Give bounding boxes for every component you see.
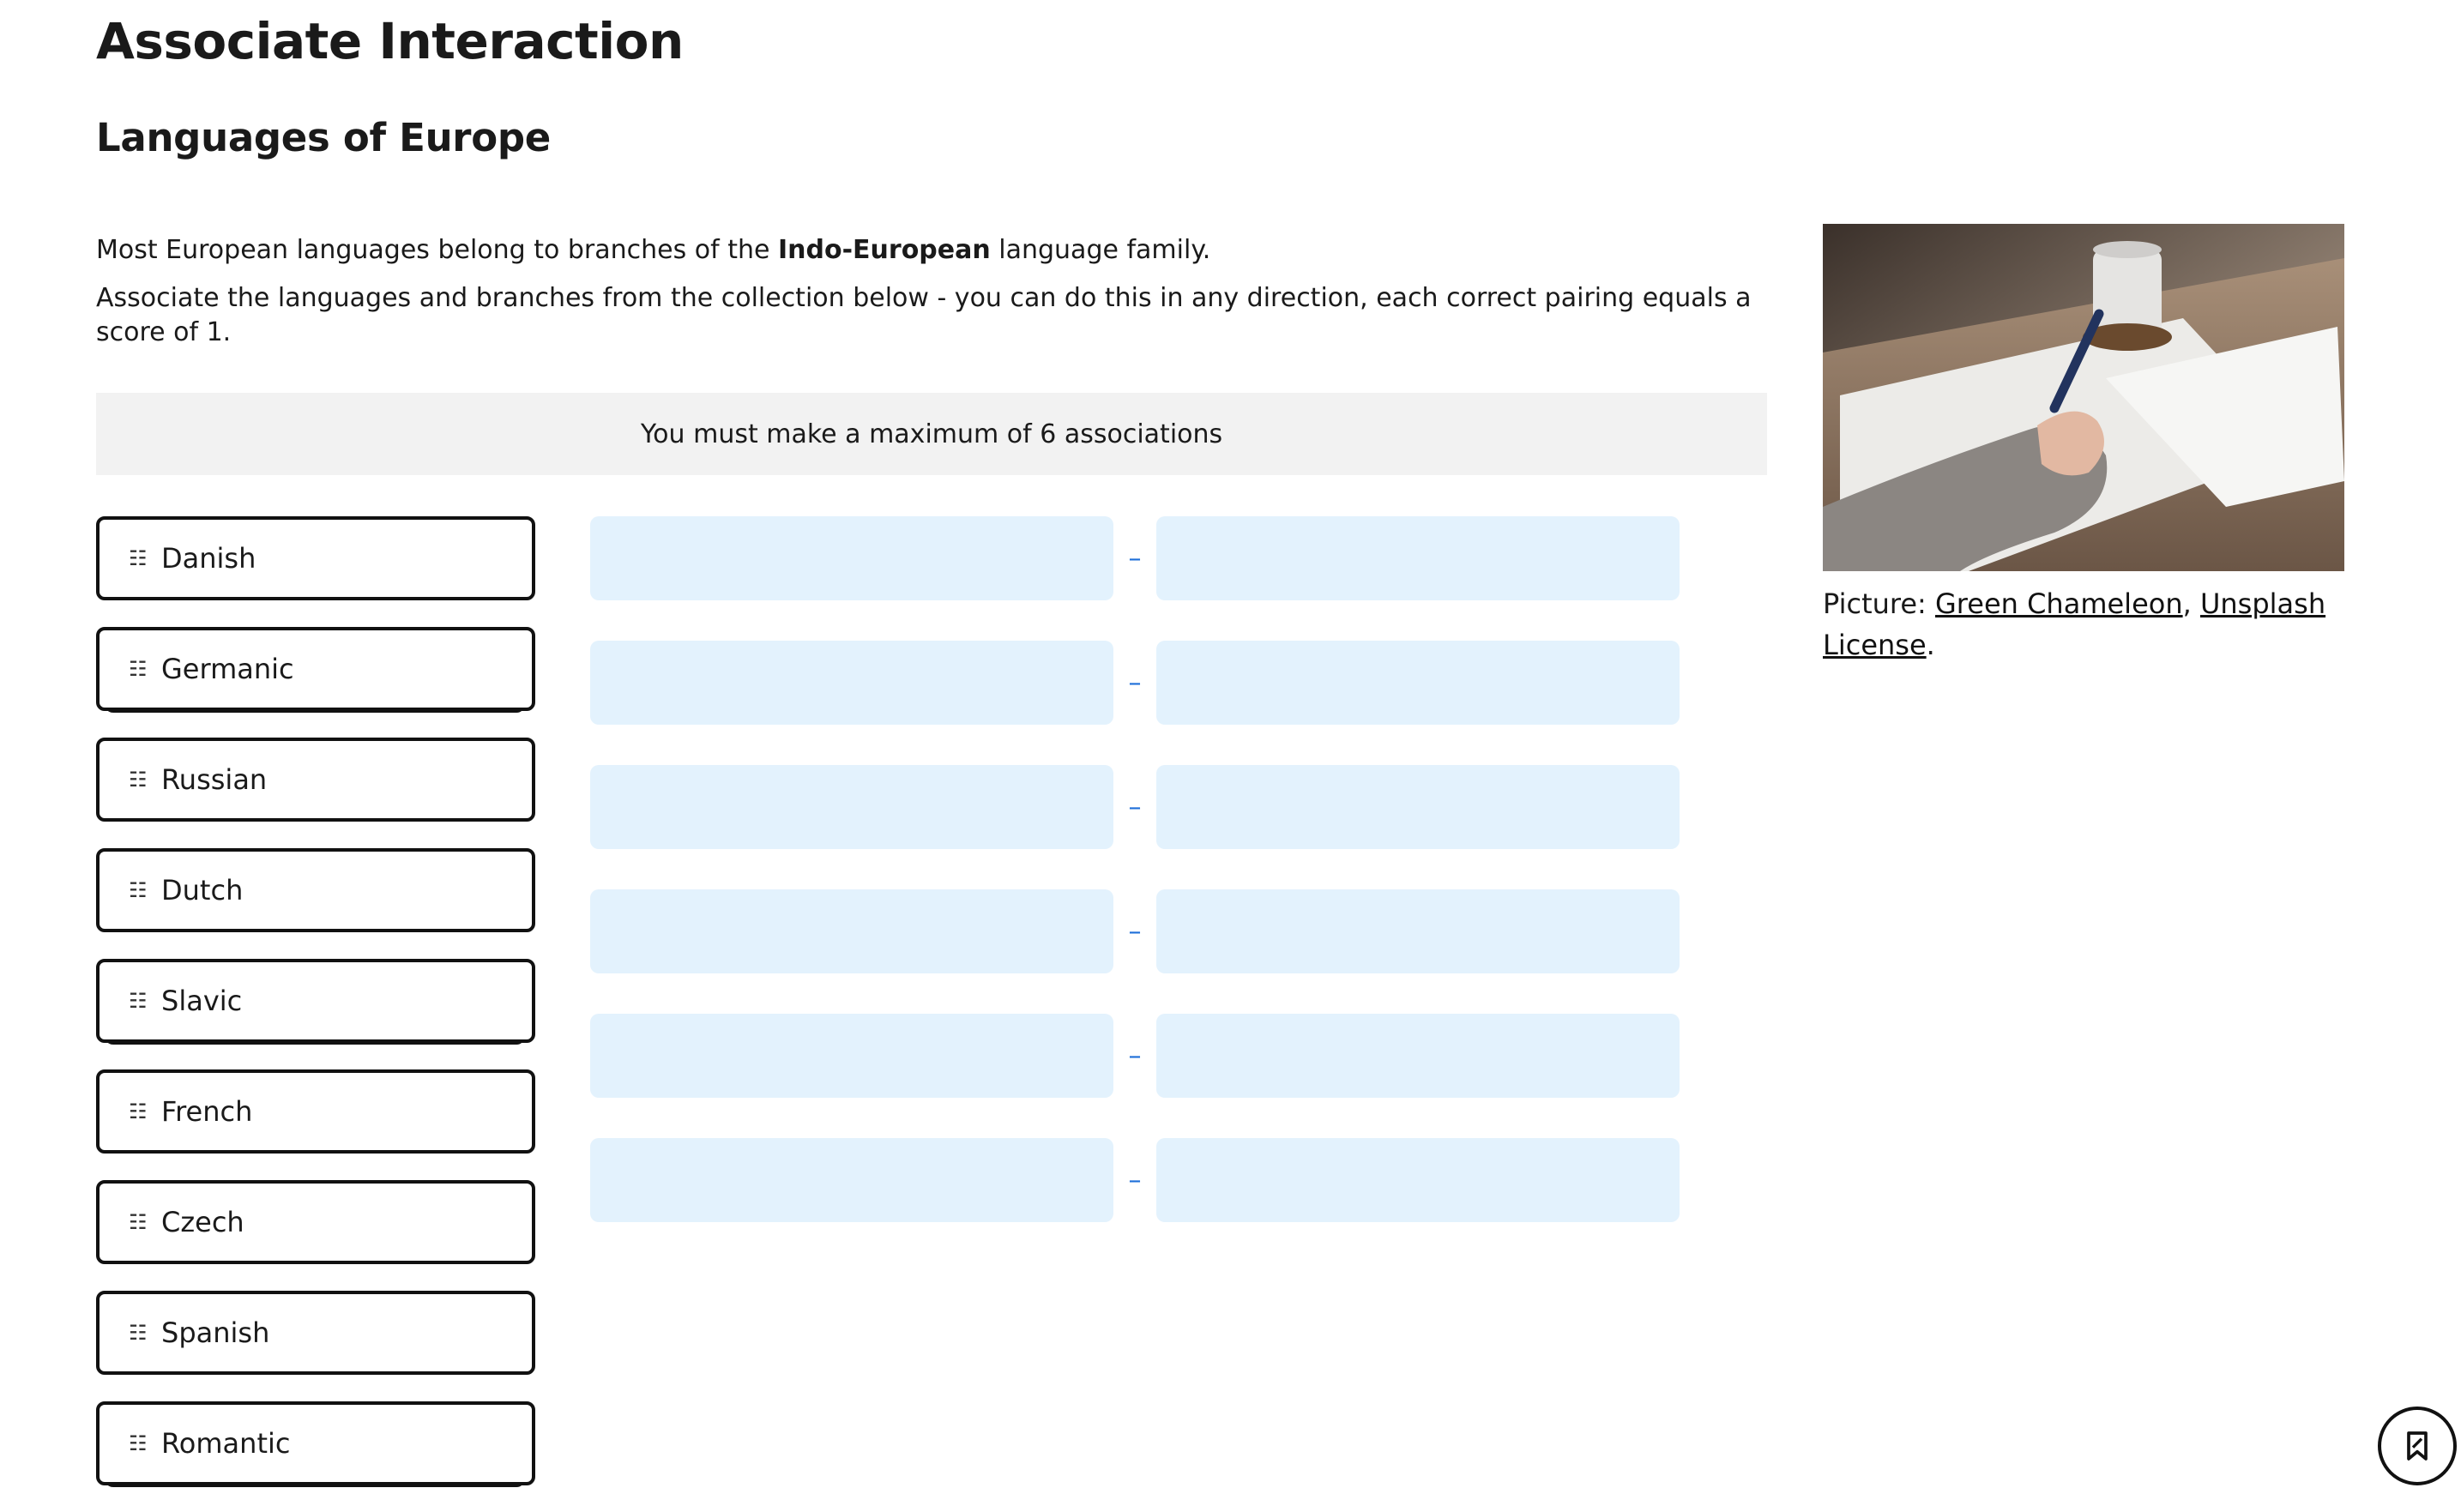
photo-writing-image [1823,224,2344,571]
intro-text-end: language family. [990,235,1211,265]
association-slot-right[interactable] [1156,1014,1680,1098]
choice-item[interactable] [96,1069,535,1154]
drag-handle-icon: ☷ [129,1099,148,1123]
figure [1823,224,2344,666]
choice-item[interactable] [96,1401,535,1485]
choice-label: Danish [161,542,256,575]
association-slot-right[interactable] [1156,641,1680,725]
drag-handle-icon: ☷ [129,1431,148,1455]
caption-prefix: Picture: [1823,587,1935,620]
association-slot-left[interactable] [590,1014,1113,1098]
page-title: Associate Interaction [96,12,684,70]
choice-item[interactable] [96,627,535,711]
bookmark-button[interactable] [2378,1407,2457,1485]
association-pair [590,1138,1680,1222]
pair-separator: – [1128,1165,1142,1196]
intro-text-start: Most European languages belong to branches of the [96,235,778,265]
choice-item[interactable] [96,738,535,822]
association-slot-right[interactable] [1156,516,1680,600]
notice-text: You must make a maximum of 6 associations [640,419,1223,449]
caption-suffix: . [1926,629,1935,661]
license-link[interactable]: Unsplash License [1823,587,2326,661]
bookmark-icon [2400,1429,2434,1463]
pair-separator: – [1128,1040,1142,1071]
association-slot-left[interactable] [590,765,1113,849]
choice-label: Germanic [161,653,294,685]
photo-caption [1823,583,2344,666]
association-slot-right[interactable] [1156,765,1680,849]
association-pairs [590,516,1680,1262]
choice-label: Slavic [161,985,243,1017]
choice-label: Spanish [161,1316,270,1349]
choice-item-wrapper [96,1401,535,1485]
association-slot-left[interactable] [590,516,1113,600]
drag-handle-icon: ☷ [129,657,148,681]
choice-label: Dutch [161,874,244,907]
pair-separator: – [1128,916,1142,947]
choice-item[interactable] [96,1180,535,1264]
choice-label: Czech [161,1206,244,1238]
choice-item[interactable] [96,848,535,932]
choice-item-wrapper [96,848,535,932]
choice-item[interactable] [96,959,535,1043]
choice-item-wrapper [96,1291,535,1375]
drag-handle-icon: ☷ [129,989,148,1013]
choice-list [96,516,535,1512]
association-pair [590,889,1680,973]
association-slot-right[interactable] [1156,889,1680,973]
association-slot-right[interactable] [1156,1138,1680,1222]
drag-handle-icon: ☷ [129,1321,148,1345]
association-pair [590,765,1680,849]
caption-separator: , [2182,587,2200,620]
choice-item-wrapper [96,959,535,1043]
association-slot-left[interactable] [590,641,1113,725]
drag-handle-icon: ☷ [129,1210,148,1234]
choice-item-wrapper [96,1069,535,1154]
choice-item-wrapper [96,627,535,711]
association-notice [96,393,1767,475]
pair-separator: – [1128,667,1142,698]
association-slot-left[interactable] [590,1138,1113,1222]
intro-text-bold: Indo-European [778,235,991,265]
choice-label: French [161,1095,253,1128]
instruction-text: Associate the languages and branches from the collection below - you can do this in any direction, each correct pairing equals a score of 1. [96,283,1752,347]
association-slot-left[interactable] [590,889,1113,973]
drag-handle-icon: ☷ [129,768,148,792]
choice-item-wrapper [96,516,535,600]
association-pair [590,516,1680,600]
drag-handle-icon: ☷ [129,878,148,902]
choice-item-wrapper [96,1180,535,1264]
intro-text [96,233,1769,268]
photographer-link[interactable]: Green Chameleon [1935,587,2183,620]
choice-item[interactable] [96,1291,535,1375]
association-pair [590,641,1680,725]
section-title: Languages of Europe [96,115,551,160]
pair-separator: – [1128,792,1142,822]
choice-label: Russian [161,763,268,796]
pair-separator: – [1128,543,1142,574]
choice-item[interactable] [96,516,535,600]
association-pair [590,1014,1680,1098]
choice-label: Romantic [161,1427,291,1460]
choice-item-wrapper [96,738,535,822]
drag-handle-icon: ☷ [129,546,148,570]
